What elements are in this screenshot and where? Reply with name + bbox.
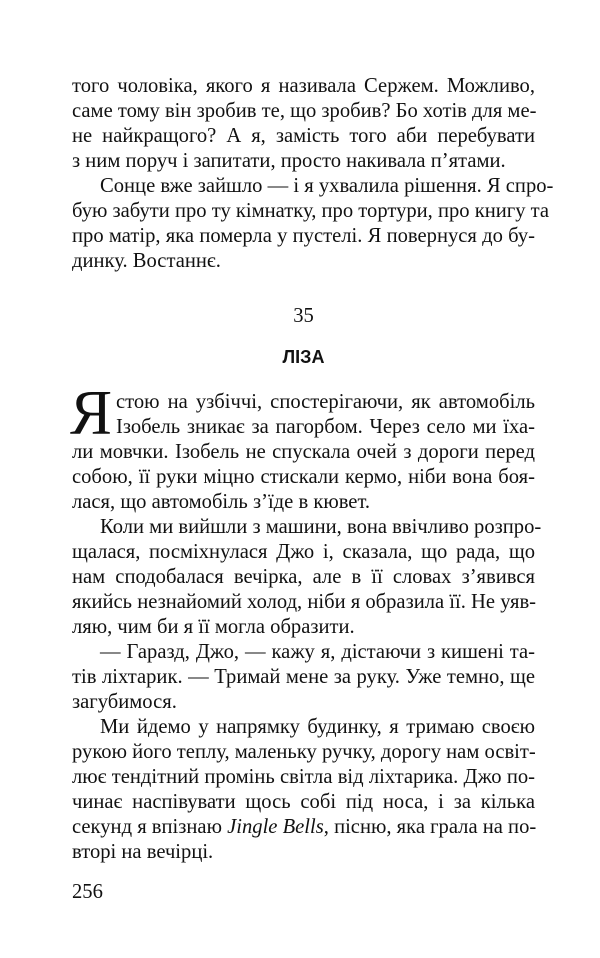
song-title: Jingle Bells (227, 816, 324, 838)
text-line: Ми йдемо у напрямку будинку, я тримаю своєю (100, 716, 535, 738)
text-line: бую забути про ту кімнатку, про тортури, про книгу та (72, 200, 550, 222)
text-line: з ним поруч і запитати, просто накивала п’ятами. (72, 150, 506, 172)
text-line (72, 815, 535, 839)
text-line: про матір, яка померла у пустелі. Я повернуся до бу- (72, 225, 535, 247)
text-line: лася, що автомобіль з’їде в кювет. (72, 491, 371, 513)
text-line: стою на узбіччі, спостерігаючи, як автомобіль (116, 391, 535, 413)
book-page (70, 0, 554, 958)
text-line: Ізобель зникає за пагорбом. Через село ми їха- (116, 416, 535, 438)
text-line: собою, її руки міцно стискали кермо, ніби вона боя- (72, 466, 535, 488)
text-line: вторі на вечірці. (72, 841, 214, 863)
text-line: — Гаразд, Джо, — кажу я, дістаючи з кишені та- (100, 641, 535, 663)
text-line: Коли ми вийшли з машини, вона ввічливо розпро- (100, 516, 542, 538)
text-span: секунд я впізнаю (72, 816, 228, 838)
page-number: 256 (72, 881, 103, 903)
text-line: чинає наспівувати щось собі під носа, і за кілька (72, 791, 535, 813)
text-line: не найкращого? А я, замість того аби перебувати (72, 125, 535, 147)
text-line: щалася, посміхнулася Джо і, сказала, що рада, що (72, 541, 535, 563)
text-line: тів ліхтарик. — Тримай мене за руку. Уже темно, ще (72, 666, 535, 688)
text-line: лює тендітний промінь світла від ліхтарика. Джо по- (72, 766, 535, 788)
text-line: рукою його теплу, маленьку ручку, дорогу нам освіт- (72, 741, 536, 763)
text-line: ляю, чим би я її могла образити. (72, 616, 355, 638)
text-line: загубимося. (72, 691, 177, 713)
text-span: , пісню, яка грала на по- (323, 816, 537, 838)
drop-cap: Я (70, 378, 113, 448)
text-line: ли мовчки. Ізобель не спускала очей з дороги перед (72, 441, 535, 463)
text-line: якийсь незнайомий холод, ніби я образила її. Не уяв- (72, 591, 537, 613)
text-line: Сонце вже зайшло — і я ухвалила рішення. Я спро- (100, 175, 554, 197)
text-line: того чоловіка, якого я називала Сержем. Можливо, (72, 75, 535, 97)
chapter-number: 35 (293, 305, 314, 327)
text-line: динку. Востаннє. (72, 250, 221, 272)
text-line: нам сподобалася вечірка, але в її словах з’явився (72, 566, 535, 588)
text-line: саме тому він зробив те, що зробив? Бо хотів для ме- (72, 100, 537, 122)
chapter-title: ЛІЗА (282, 347, 325, 367)
